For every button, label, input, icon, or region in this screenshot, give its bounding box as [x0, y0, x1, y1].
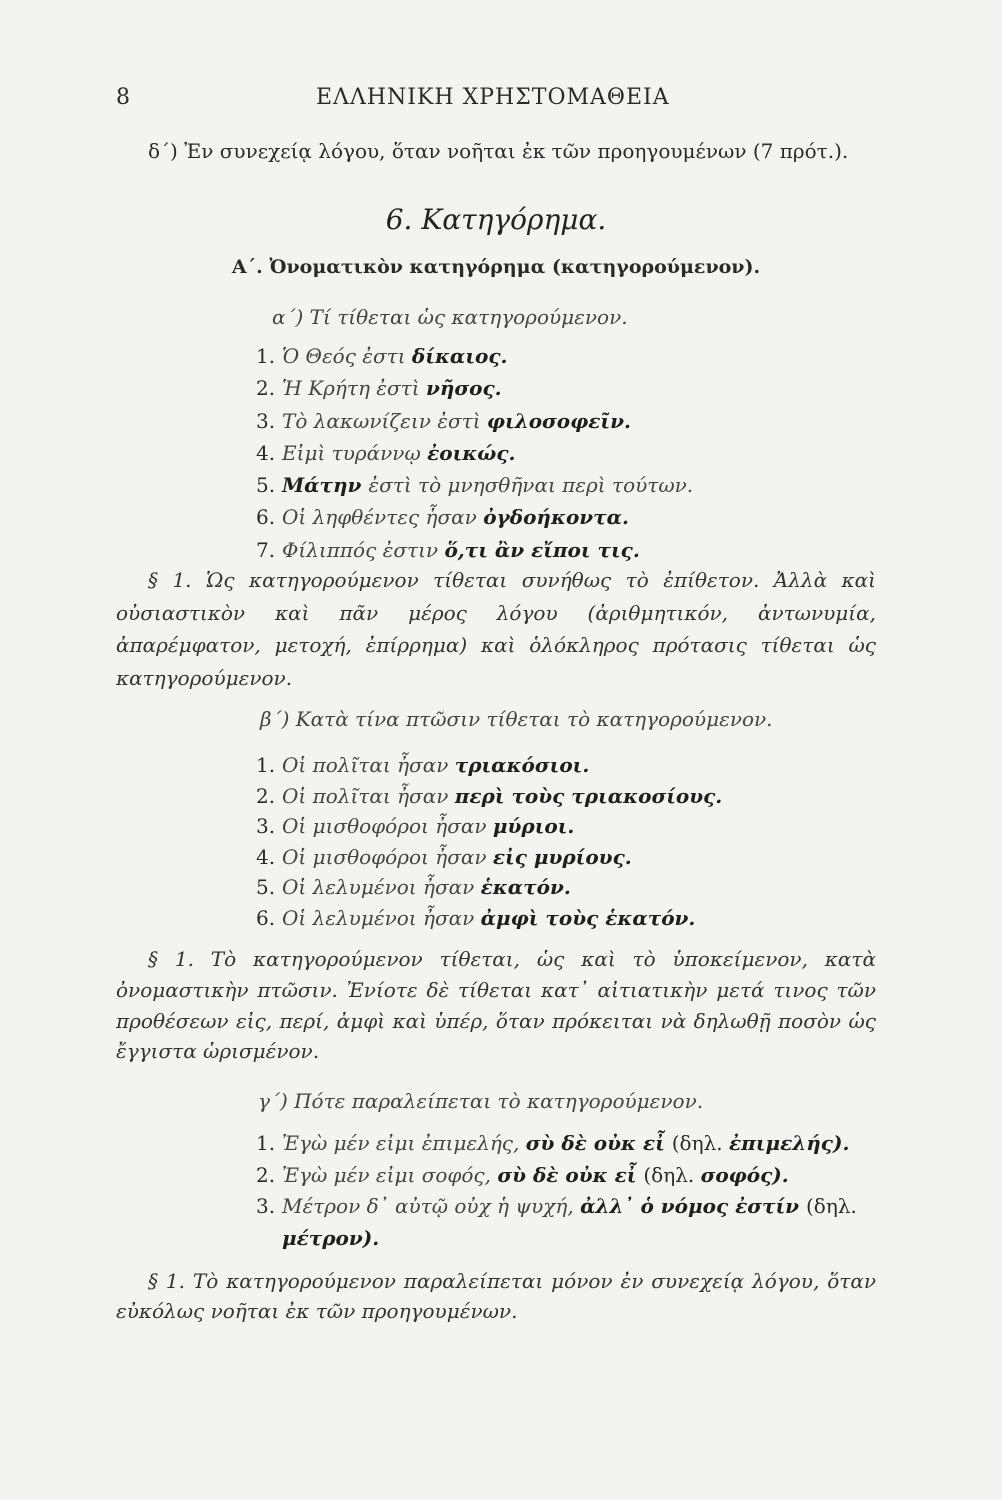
item-number: 2. — [256, 376, 276, 401]
list-item — [256, 469, 896, 501]
example-text: Φίλιππός ἐστιν — [282, 537, 445, 562]
list-item — [256, 534, 896, 566]
example-text: Ἐγὼ μέν εἰμι σοφός, — [282, 1162, 498, 1187]
list-item — [256, 1160, 896, 1192]
list-item — [256, 1191, 896, 1223]
predicate-text: δίκαιος. — [411, 344, 508, 368]
example-text: Οἱ μισθοφόροι ἦσαν — [282, 844, 493, 869]
note-b: § 1. Τὸ κατηγορούμενον τίθεται, ὡς καὶ τὸ ὑποκείμενον, κατὰ ὀνομαστικὴν πτῶσιν. Ἐνίοτε δὲ τίθεται κατ᾽ αἰτιατικὴν μετά τινος τῶν προθέσεων εἰς, περί, ἀμφὶ καὶ ὑπέρ, ὅταν πρόκειται νὰ δηλωθῇ ποσὸν ὡς ἔγγιστα ὡρισμένον. — [116, 947, 876, 1064]
list-item — [256, 811, 896, 842]
list-item — [256, 750, 896, 781]
running-title: ΕΛΛΗΝΙΚΗ ΧΡΗΣΤΟΜΑΘΕΙΑ — [316, 85, 670, 110]
example-text: Οἱ λελυμένοι ἦσαν — [282, 905, 481, 930]
sub-b-heading: β΄) Κατὰ τίνα πτῶσιν τίθεται τὸ κατηγορούμενον. — [260, 707, 773, 731]
list-item — [256, 872, 896, 903]
list-item — [256, 437, 896, 469]
predicate-text: ἀλλ᾽ ὁ νόμος ἐστίν — [580, 1194, 806, 1218]
example-text: Ἐγὼ μέν εἰμι ἐπιμελής, — [282, 1131, 526, 1155]
list-item — [256, 372, 896, 404]
item-number: 4. — [256, 440, 276, 465]
predicate-text: Μάτην — [282, 473, 369, 498]
item-number: 3. — [256, 814, 276, 839]
section-title: Α΄. Ὀνοματικὸν κατηγόρημα (κατηγορούμενον). — [231, 256, 761, 278]
example-text: Ἡ Κρήτη ἐστὶ — [282, 376, 426, 401]
predicate-text: μύριοι. — [492, 814, 575, 839]
list-item — [256, 781, 896, 812]
predicate-text: φιλοσοφεῖν. — [486, 408, 631, 433]
sub-a-heading: α΄) Τί τίθεται ὡς κατηγορούμενον. — [272, 305, 628, 329]
predicate-text: σὺ δὲ οὐκ εἶ — [497, 1162, 644, 1187]
example-text: Οἱ μισθοφόροι ἦσαν — [282, 814, 493, 839]
examples-list-b — [256, 750, 896, 934]
example-text: Μέτρον δ᾽ αὐτῷ οὐχ ἡ ψυχή, — [282, 1194, 581, 1218]
item-number: 6. — [256, 905, 276, 930]
example-text: Οἱ πολῖται ἦσαν — [282, 753, 455, 777]
predicate-text: ἐοικώς. — [427, 440, 516, 465]
example-text: Οἱ λελυμένοι ἦσαν — [282, 875, 481, 900]
example-text: (δηλ. — [643, 1162, 701, 1187]
item-number: 6. — [256, 505, 276, 530]
list-item — [256, 903, 896, 934]
list-item — [256, 501, 896, 533]
predicate-text: τριακόσιοι. — [454, 753, 590, 777]
predicate-text: ἀμφὶ τοὺς ἑκατόν. — [480, 905, 696, 930]
item-number: 1. — [256, 753, 276, 777]
page-number: 8 — [116, 85, 130, 110]
item-number: 5. — [256, 875, 276, 900]
predicate-text: ἐπιμελής). — [728, 1131, 850, 1155]
item-number: 1. — [256, 1131, 276, 1155]
item-number: 5. — [256, 473, 276, 498]
list-item — [256, 340, 896, 372]
predicate-text: σοφός). — [700, 1162, 789, 1187]
running-header — [116, 82, 876, 113]
sub-c-heading: γ΄) Πότε παραλείπεται τὸ κατηγορούμενον. — [258, 1089, 704, 1113]
examples-list-a — [256, 340, 896, 566]
item-number: 2. — [256, 1162, 276, 1187]
predicate-text: ὅ,τι ἂν εἴποι τις. — [444, 537, 640, 562]
example-text: Τὸ λακωνίζειν ἐστὶ — [282, 408, 487, 433]
example-text: Οἱ ληφθέντες ἦσαν — [282, 505, 484, 530]
predicate-text: περὶ τοὺς τριακοσίους. — [454, 783, 723, 808]
predicate-text: σὺ δὲ οὐκ εἶ — [525, 1131, 672, 1155]
intro-paragraph — [116, 136, 876, 167]
example-text: Ὁ Θεός ἐστι — [282, 344, 412, 368]
intro-label: δ΄) — [148, 139, 185, 163]
predicate-text: νῆσος. — [425, 376, 502, 401]
item-number: 3. — [256, 1194, 276, 1218]
list-item — [256, 1128, 896, 1160]
example-text: (δηλ. — [805, 1194, 857, 1218]
item-number: 7. — [256, 537, 276, 562]
note-a: § 1. Ὡς κατηγορούμενον τίθεται συνήθως τὸ ἐπίθετον. Ἀλλὰ καὶ οὐσιαστικὸν καὶ πᾶν μέρος λόγου (ἀριθμητικόν, ἀντωνυμία, ἀπαρέμφατον, μετοχή, ἐπίρρημα) καὶ ὁλόκληρος πρότασις τίθεται ὡς κατηγορούμενον. — [116, 568, 876, 690]
chapter-title: 6. Κατηγόρημα. — [385, 203, 607, 236]
list-item — [256, 405, 896, 437]
example-text: ἐστὶ τὸ μνησθῆναι περὶ τούτων. — [368, 473, 694, 498]
example-text: Εἰμὶ τυράννῳ — [282, 440, 428, 465]
list-item — [256, 842, 896, 873]
intro-text: Ἐν συνεχείᾳ λόγου, ὅταν νοῆται ἐκ τῶν προηγουμένων (7 πρότ.). — [184, 139, 849, 163]
item-number: 3. — [256, 408, 276, 433]
examples-list-c — [256, 1128, 896, 1254]
predicate-text: εἰς μυρίους. — [492, 844, 632, 869]
example-text: Οἱ πολῖται ἦσαν — [282, 783, 455, 808]
note-c: § 1. Τὸ κατηγορούμενον παραλείπεται μόνον ἐν συνεχείᾳ λόγου, ὅταν εὐκόλως νοῆται ἐκ τῶν προηγουμένων. — [116, 1269, 876, 1323]
item-number: 2. — [256, 783, 276, 808]
predicate-text: ἑκατόν. — [480, 875, 571, 900]
item-continuation: μέτρον). — [282, 1225, 380, 1250]
item-number: 4. — [256, 844, 276, 869]
item-number: 1. — [256, 344, 276, 368]
predicate-text: ὀγδοήκοντα. — [483, 505, 629, 530]
example-text: (δηλ. — [671, 1131, 729, 1155]
